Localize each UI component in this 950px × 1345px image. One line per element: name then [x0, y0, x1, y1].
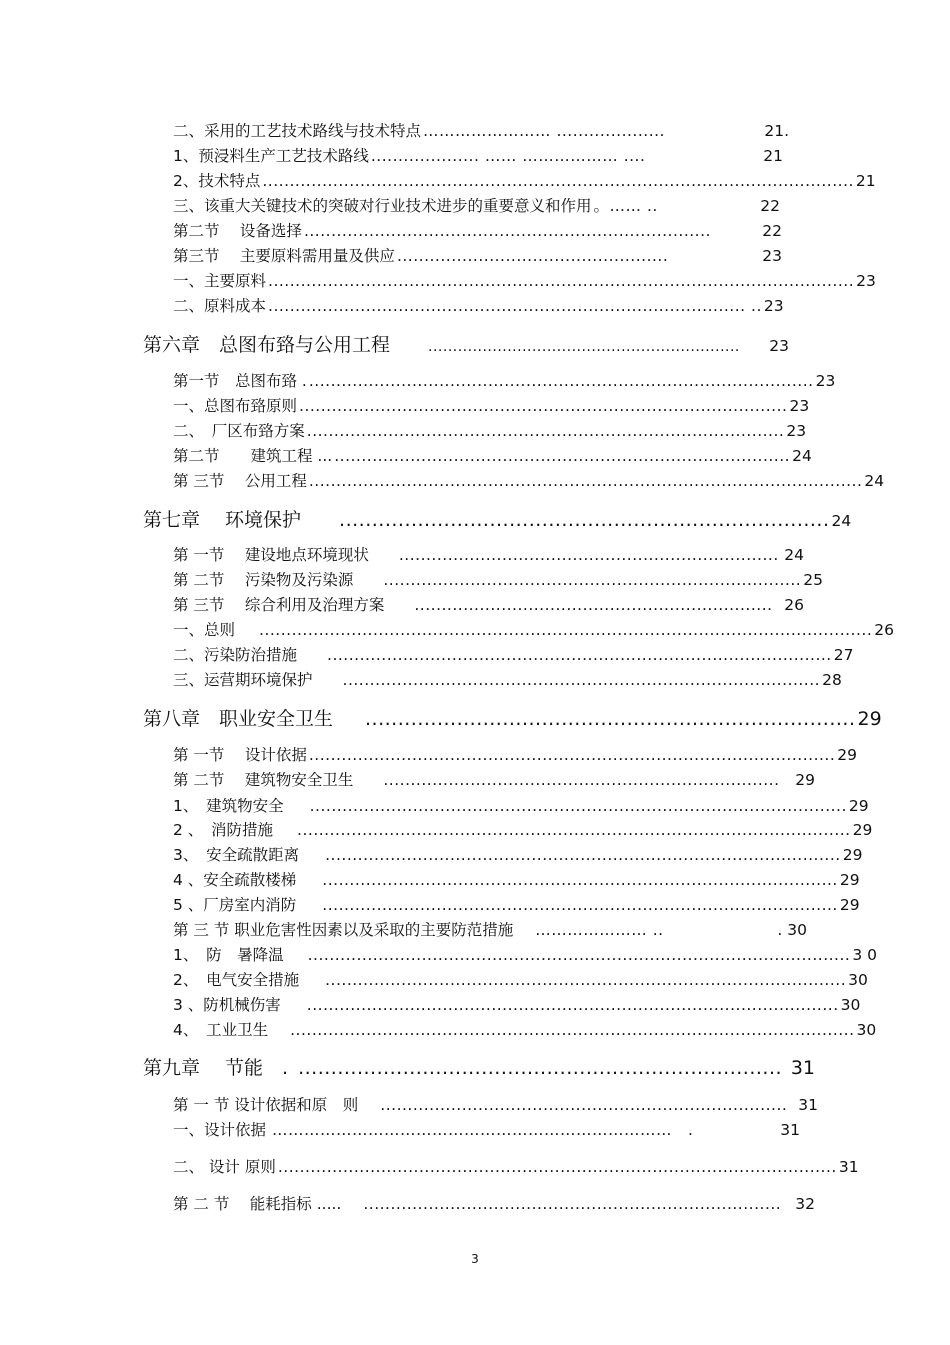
toc-entry[interactable]: [173, 1018, 877, 1040]
toc-entry[interactable]: [173, 369, 836, 391]
toc-chapter[interactable]: [143, 330, 789, 357]
toc-entry-label: 1、预浸料生产工艺技术路线: [173, 147, 369, 165]
toc-entry-page: 29: [839, 896, 860, 914]
toc-entry-label: 一、设计依据: [173, 1121, 267, 1139]
toc-entry-label: 2 、 消防措施: [173, 821, 274, 839]
toc-entry[interactable]: [173, 269, 876, 291]
toc-entry-label: 第一节 总图布臵 .: [173, 372, 307, 390]
toc-entry-leader: ........................................................................................: [306, 422, 785, 440]
toc-entry-page: 23: [815, 372, 836, 390]
toc-entry-page: 29: [848, 797, 869, 815]
toc-entry[interactable]: [173, 943, 877, 965]
toc-entry-label: 第二节 设备选择: [173, 222, 302, 240]
toc-entry-leader: ......................................................................: [398, 546, 779, 564]
toc-entry[interactable]: [173, 469, 885, 491]
toc-entry-label: 一、主要原料: [173, 272, 267, 290]
toc-entry-page: 27: [833, 646, 854, 664]
toc-entry-leader: ...........................................................................: [365, 708, 856, 730]
toc-entry-leader: .................................................................................................: [308, 746, 836, 764]
toc-entry-label: 一、总图布臵原则: [173, 397, 298, 415]
toc-entry-label: 第 二节 污染物及污染源: [173, 571, 354, 589]
toc-chapter-label: 第七章 环境保护: [143, 509, 302, 531]
toc-entry-page: 21: [855, 172, 876, 190]
page-number: 3: [471, 1252, 479, 1266]
toc-entry[interactable]: [173, 144, 783, 166]
toc-entry-leader: ………………… ..: [535, 921, 664, 939]
toc-entry[interactable]: [173, 968, 868, 990]
toc-entry-leader: .............................................................................................: [327, 646, 832, 664]
toc-entry-page: 30: [840, 996, 861, 1014]
toc-entry-leader: ..........................................................................................: [299, 397, 788, 415]
toc-entry-leader: .................... …… ……………… ....: [370, 147, 646, 165]
toc-entry-leader: ..................................................................: [414, 596, 773, 614]
toc-entry-page: 23: [762, 247, 782, 265]
toc-entry-leader: .............................................................................................: [308, 372, 814, 390]
toc-entry[interactable]: [173, 893, 860, 915]
toc-entry-label: 二、污染防治措施: [173, 646, 298, 664]
toc-entry[interactable]: [173, 843, 863, 865]
toc-entry-label: 第三节 主要原料需用量及供应: [173, 247, 395, 265]
toc-entry-label: 第 一节 建设地点环境现状: [173, 546, 369, 564]
toc-entry-label: 5 、厂房室内消防: [173, 896, 297, 914]
toc-entry[interactable]: [173, 918, 807, 940]
toc-entry-page: 21: [763, 147, 783, 165]
toc-entry-leader: .............................................................................: [363, 1195, 782, 1213]
toc-entry-label: 二、原料成本: [173, 297, 267, 315]
toc-entry[interactable]: [173, 818, 873, 840]
toc-entry-page: 23: [789, 397, 810, 415]
toc-entry[interactable]: [173, 219, 782, 241]
toc-chapter-label: 第八章 职业安全卫生: [143, 708, 334, 730]
toc-entry[interactable]: [173, 1118, 800, 1140]
toc-chapter[interactable]: [143, 704, 882, 731]
toc-entry[interactable]: [173, 119, 789, 141]
toc-entry-leader: .............................................................................: [383, 571, 802, 589]
toc-entry-page: 31: [838, 1158, 859, 1176]
toc-entry-page: 31: [780, 1121, 800, 1139]
toc-entry-page: 21.: [764, 122, 789, 140]
toc-entry[interactable]: [173, 593, 804, 615]
toc-entry[interactable]: [173, 1093, 818, 1115]
toc-entry[interactable]: [173, 993, 861, 1015]
toc-entry-page: 29: [795, 771, 815, 789]
toc-entry-leader: ...........................................................................: [303, 222, 711, 240]
toc-entry-label: 第 三节 综合利用及治理方案: [173, 596, 385, 614]
toc-entry-page: . 30: [777, 921, 807, 939]
toc-entry-label: 第 三 节 职业危害性因素以及采取的主要防范措施: [173, 921, 514, 939]
toc-entry-label: 一、总则: [173, 621, 236, 639]
toc-entry-leader: ........................................................................................ ..: [268, 297, 762, 315]
toc-entry-label: 二、采用的工艺技术路线与技术特点: [173, 122, 422, 140]
toc-entry-leader: ......................................................................................................: [297, 821, 851, 839]
toc-entry-label: 第 二节 建筑物安全卫生: [173, 771, 354, 789]
toc-entry-page: 3 0: [852, 946, 877, 964]
toc-entry[interactable]: [173, 444, 812, 466]
toc-entry-label: 第 一节 设计依据: [173, 746, 307, 764]
toc-entry-leader: ...........................................................................: [339, 509, 830, 531]
toc-chapter[interactable]: [143, 1053, 815, 1080]
toc-entry-label: 3 、防机械伤害: [173, 996, 281, 1014]
toc-entry-label: 2、技术特点: [173, 172, 261, 190]
toc-entry-leader: ...............................................................................................: [322, 871, 838, 889]
toc-entry[interactable]: [173, 794, 869, 816]
toc-entry-leader: .......................................................................................................: [277, 1158, 837, 1176]
toc-chapter-label: 第六章 总图布臵与公用工程: [143, 334, 391, 356]
toc-entry-leader: …………………… ....................: [423, 122, 665, 140]
toc-entry-label: 4 、安全疏散楼梯: [173, 871, 297, 889]
toc-entry-leader: ....................................................................................................: [307, 946, 851, 964]
toc-entry-label: 二、 设计 原则: [173, 1158, 276, 1176]
toc-entry-page: 23: [763, 297, 784, 315]
toc-chapter-label: 第九章 节能 .: [143, 1057, 289, 1079]
toc-entry-label: 三、该重大关键技术的突破对行业技术进步的重要意义和作用: [173, 197, 592, 215]
toc-entry-leader: ...............................................................................................: [325, 846, 841, 864]
toc-entry-leader: ....................................................................................: [334, 447, 791, 465]
toc-entry[interactable]: [173, 868, 860, 890]
toc-entry-page: 31: [798, 1096, 818, 1114]
toc-entry[interactable]: [173, 668, 842, 690]
toc-entry[interactable]: [173, 244, 782, 266]
toc-entry-leader: ..................................................: [396, 247, 669, 265]
toc-entry-label: 2、 电气安全措施: [173, 971, 300, 989]
toc-entry-page: 25: [803, 571, 823, 589]
toc-entry-leader: ...............................................................................................: [322, 896, 838, 914]
toc-entry-label: 第二节 建筑工程 ...: [173, 447, 333, 465]
toc-entry-label: 第 三节 公用工程: [173, 472, 307, 490]
toc-entry-page: 23: [856, 272, 876, 290]
toc-entry-label: 二、 厂区布臵方案: [173, 422, 305, 440]
toc-entry-label: 第 一 节 设计依据和原 则: [173, 1096, 359, 1114]
toc-entry[interactable]: [173, 194, 780, 216]
toc-entry-leader: .................................................................................................................: [259, 621, 873, 639]
toc-entry-leader: ........................................................................................................: [290, 1021, 855, 1039]
toc-entry-leader: ...........................................................................: [380, 1096, 788, 1114]
toc-entry-label: 三、运营期环境保护: [173, 671, 313, 689]
toc-entry-leader: ................................................................................................: [325, 971, 847, 989]
toc-entry[interactable]: [173, 394, 810, 416]
toc-entry-page: 28: [822, 671, 842, 689]
toc-entry-label: 1、 建筑物安全: [173, 797, 284, 815]
toc-entry-label: 3、 安全疏散距离: [173, 846, 300, 864]
toc-entry-page: 30: [848, 971, 868, 989]
toc-entry-page: 30: [856, 1021, 877, 1039]
toc-entry[interactable]: [173, 169, 876, 191]
toc-entry-page: 24: [831, 512, 852, 530]
toc-entry-leader: ..........................................................................: [298, 1057, 783, 1079]
toc-entry-page: 26: [874, 621, 895, 639]
toc-chapter[interactable]: [143, 505, 852, 532]
toc-entry-page: 29: [842, 846, 863, 864]
toc-entry-page: 29: [857, 708, 882, 730]
toc-entry-page: 23: [786, 422, 807, 440]
toc-entry-leader: .........................................................................: [383, 771, 780, 789]
toc-entry[interactable]: [173, 1192, 815, 1214]
toc-entry-leader: ............................................................................................................: [268, 272, 855, 290]
toc-entry-label: 4、 工业卫生: [173, 1021, 269, 1039]
toc-entry-leader: ........................................................................................: [342, 671, 821, 689]
toc-entry-page: 24: [792, 447, 812, 465]
toc-entry-label: 1、 防 暑降温: [173, 946, 284, 964]
toc-entry-label: 第 二 节 能耗指标 .....: [173, 1195, 342, 1213]
toc-entry-leader: 。…… ..: [593, 197, 658, 215]
toc-entry-leader: ..................................................................................................: [306, 996, 839, 1014]
toc-entry-page: 31: [790, 1057, 815, 1079]
toc-entry[interactable]: [173, 568, 823, 590]
toc-entry-leader: ...............................................................: [428, 339, 740, 355]
toc-entry-page: 24: [864, 472, 885, 490]
toc-entry-page: 26: [784, 596, 804, 614]
toc-entry-leader: ......................................................................................................: [308, 472, 863, 490]
toc-entry[interactable]: [173, 1155, 859, 1177]
toc-entry-leader: ………………………………………………………………… .: [272, 1121, 694, 1139]
toc-entry[interactable]: [173, 643, 854, 665]
toc-entry-page: 22: [760, 197, 780, 215]
toc-entry-page: 22: [762, 222, 782, 240]
toc-entry[interactable]: [173, 543, 804, 565]
toc-entry-page: 29: [852, 821, 873, 839]
toc-entry-page: 32: [795, 1195, 815, 1213]
toc-entry-leader: .............................................................................................................: [262, 172, 854, 190]
toc-entry-page: 29: [837, 746, 858, 764]
toc-entry[interactable]: [173, 768, 815, 790]
toc-entry-page: 23: [769, 337, 789, 355]
toc-entry-leader: ...................................................................................................: [309, 797, 847, 815]
toc-entry-page: 29: [839, 871, 860, 889]
toc-entry[interactable]: [173, 294, 782, 316]
toc-entry-page: 24: [784, 546, 804, 564]
toc-entry[interactable]: [173, 618, 895, 640]
toc-entry[interactable]: [173, 743, 858, 765]
toc-entry[interactable]: [173, 419, 807, 441]
